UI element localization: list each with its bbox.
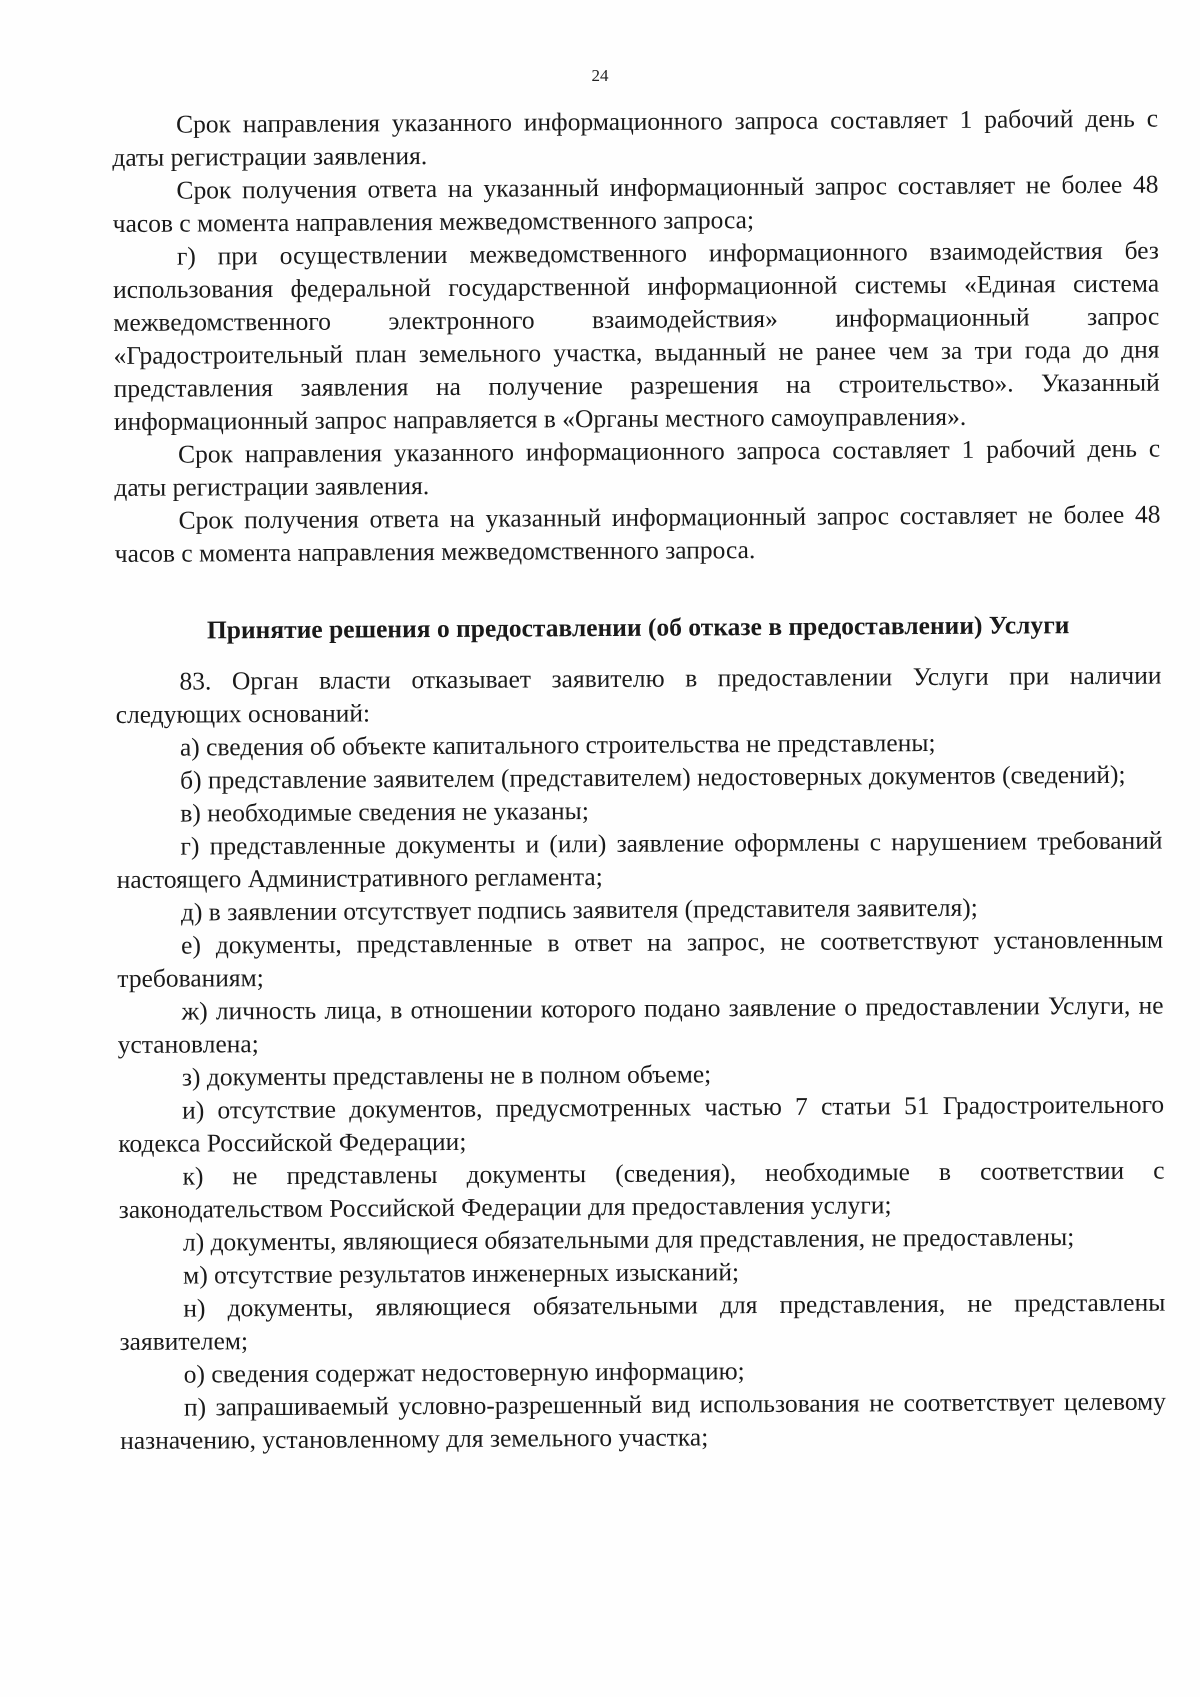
paragraph: Срок направления указанного информационного запроса составляет 1 рабочий день с даты регистрации заявления. bbox=[112, 103, 1159, 172]
list-item: к) не представлены документы (сведения), необходимые в соответствии с законодательством Российской Федерации для предоставления услуги; bbox=[118, 1155, 1165, 1224]
paragraph: Срок направления указанного информационного запроса составляет 1 рабочий день с даты регистрации заявления. bbox=[114, 433, 1161, 502]
section-heading: Принятие решения о предоставлении (об отказе в предоставлении) Услуги bbox=[206, 610, 1070, 645]
list-item: г) представленные документы и (или) заявление оформлены с нарушением требований настоящего Административного регламента; bbox=[116, 825, 1163, 894]
paragraph: Срок получения ответа на указанный информационный запрос составляет не более 48 часов с момента направления межведомственного запроса; bbox=[112, 169, 1159, 238]
list-item: и) отсутствие документов, предусмотренных частью 7 статьи 51 Градостроительного кодекса Российской Федерации; bbox=[118, 1089, 1165, 1158]
page-number: 24 bbox=[591, 66, 609, 85]
list-item: з) документы представлены не в полном объеме; bbox=[181, 1059, 712, 1092]
paragraph: 83. Орган власти отказывает заявителю в предоставлении Услуги при наличии следующих оснований: bbox=[115, 660, 1162, 729]
list-item: в) необходимые сведения не указаны; bbox=[180, 796, 589, 828]
list-item: л) документы, являющиеся обязательными для представления, не предоставлены; bbox=[182, 1222, 1075, 1257]
list-item: ж) личность лица, в отношении которого подано заявление о предоставлении Услуги, не установлена; bbox=[117, 990, 1164, 1059]
list-item: н) документы, являющиеся обязательными для представления, не представлены заявителем; bbox=[119, 1287, 1166, 1356]
paragraph: Срок получения ответа на указанный информационный запрос составляет не более 48 часов с момента направления межведомственного запроса. bbox=[114, 499, 1161, 568]
paragraph: г) при осуществлении межведомственного информационного взаимодействия без использования федеральной государственной информационной системы «Единая система межведомственного электронного взаимодействия» информационный запрос «Градостроительный план земельного участка, выданный не ранее чем за три года до дня представления заявления на получение разрешения на строительство». Указанный информационный запрос направляется в «Органы местного самоуправления». bbox=[113, 235, 1160, 436]
document-body bbox=[112, 102, 1166, 1457]
list-item: е) документы, представленные в ответ на запрос, не соответствуют установленным требованиям; bbox=[117, 924, 1164, 993]
list-item: а) сведения об объекте капитального строительства не представлены; bbox=[179, 727, 936, 762]
list-item: б) представление заявителем (представителем) недостоверных документов (сведений); bbox=[180, 759, 1126, 795]
list-item: п) запрашиваемый условно-разрешенный вид использования не соответствует целевому назначению, установленному для земельного участка; bbox=[120, 1386, 1167, 1455]
list-item: о) сведения содержат недостоверную информацию; bbox=[183, 1356, 745, 1389]
list-item: м) отсутствие результатов инженерных изысканий; bbox=[183, 1257, 740, 1290]
list-item: д) в заявлении отсутствует подпись заявителя (представителя заявителя); bbox=[180, 892, 978, 927]
